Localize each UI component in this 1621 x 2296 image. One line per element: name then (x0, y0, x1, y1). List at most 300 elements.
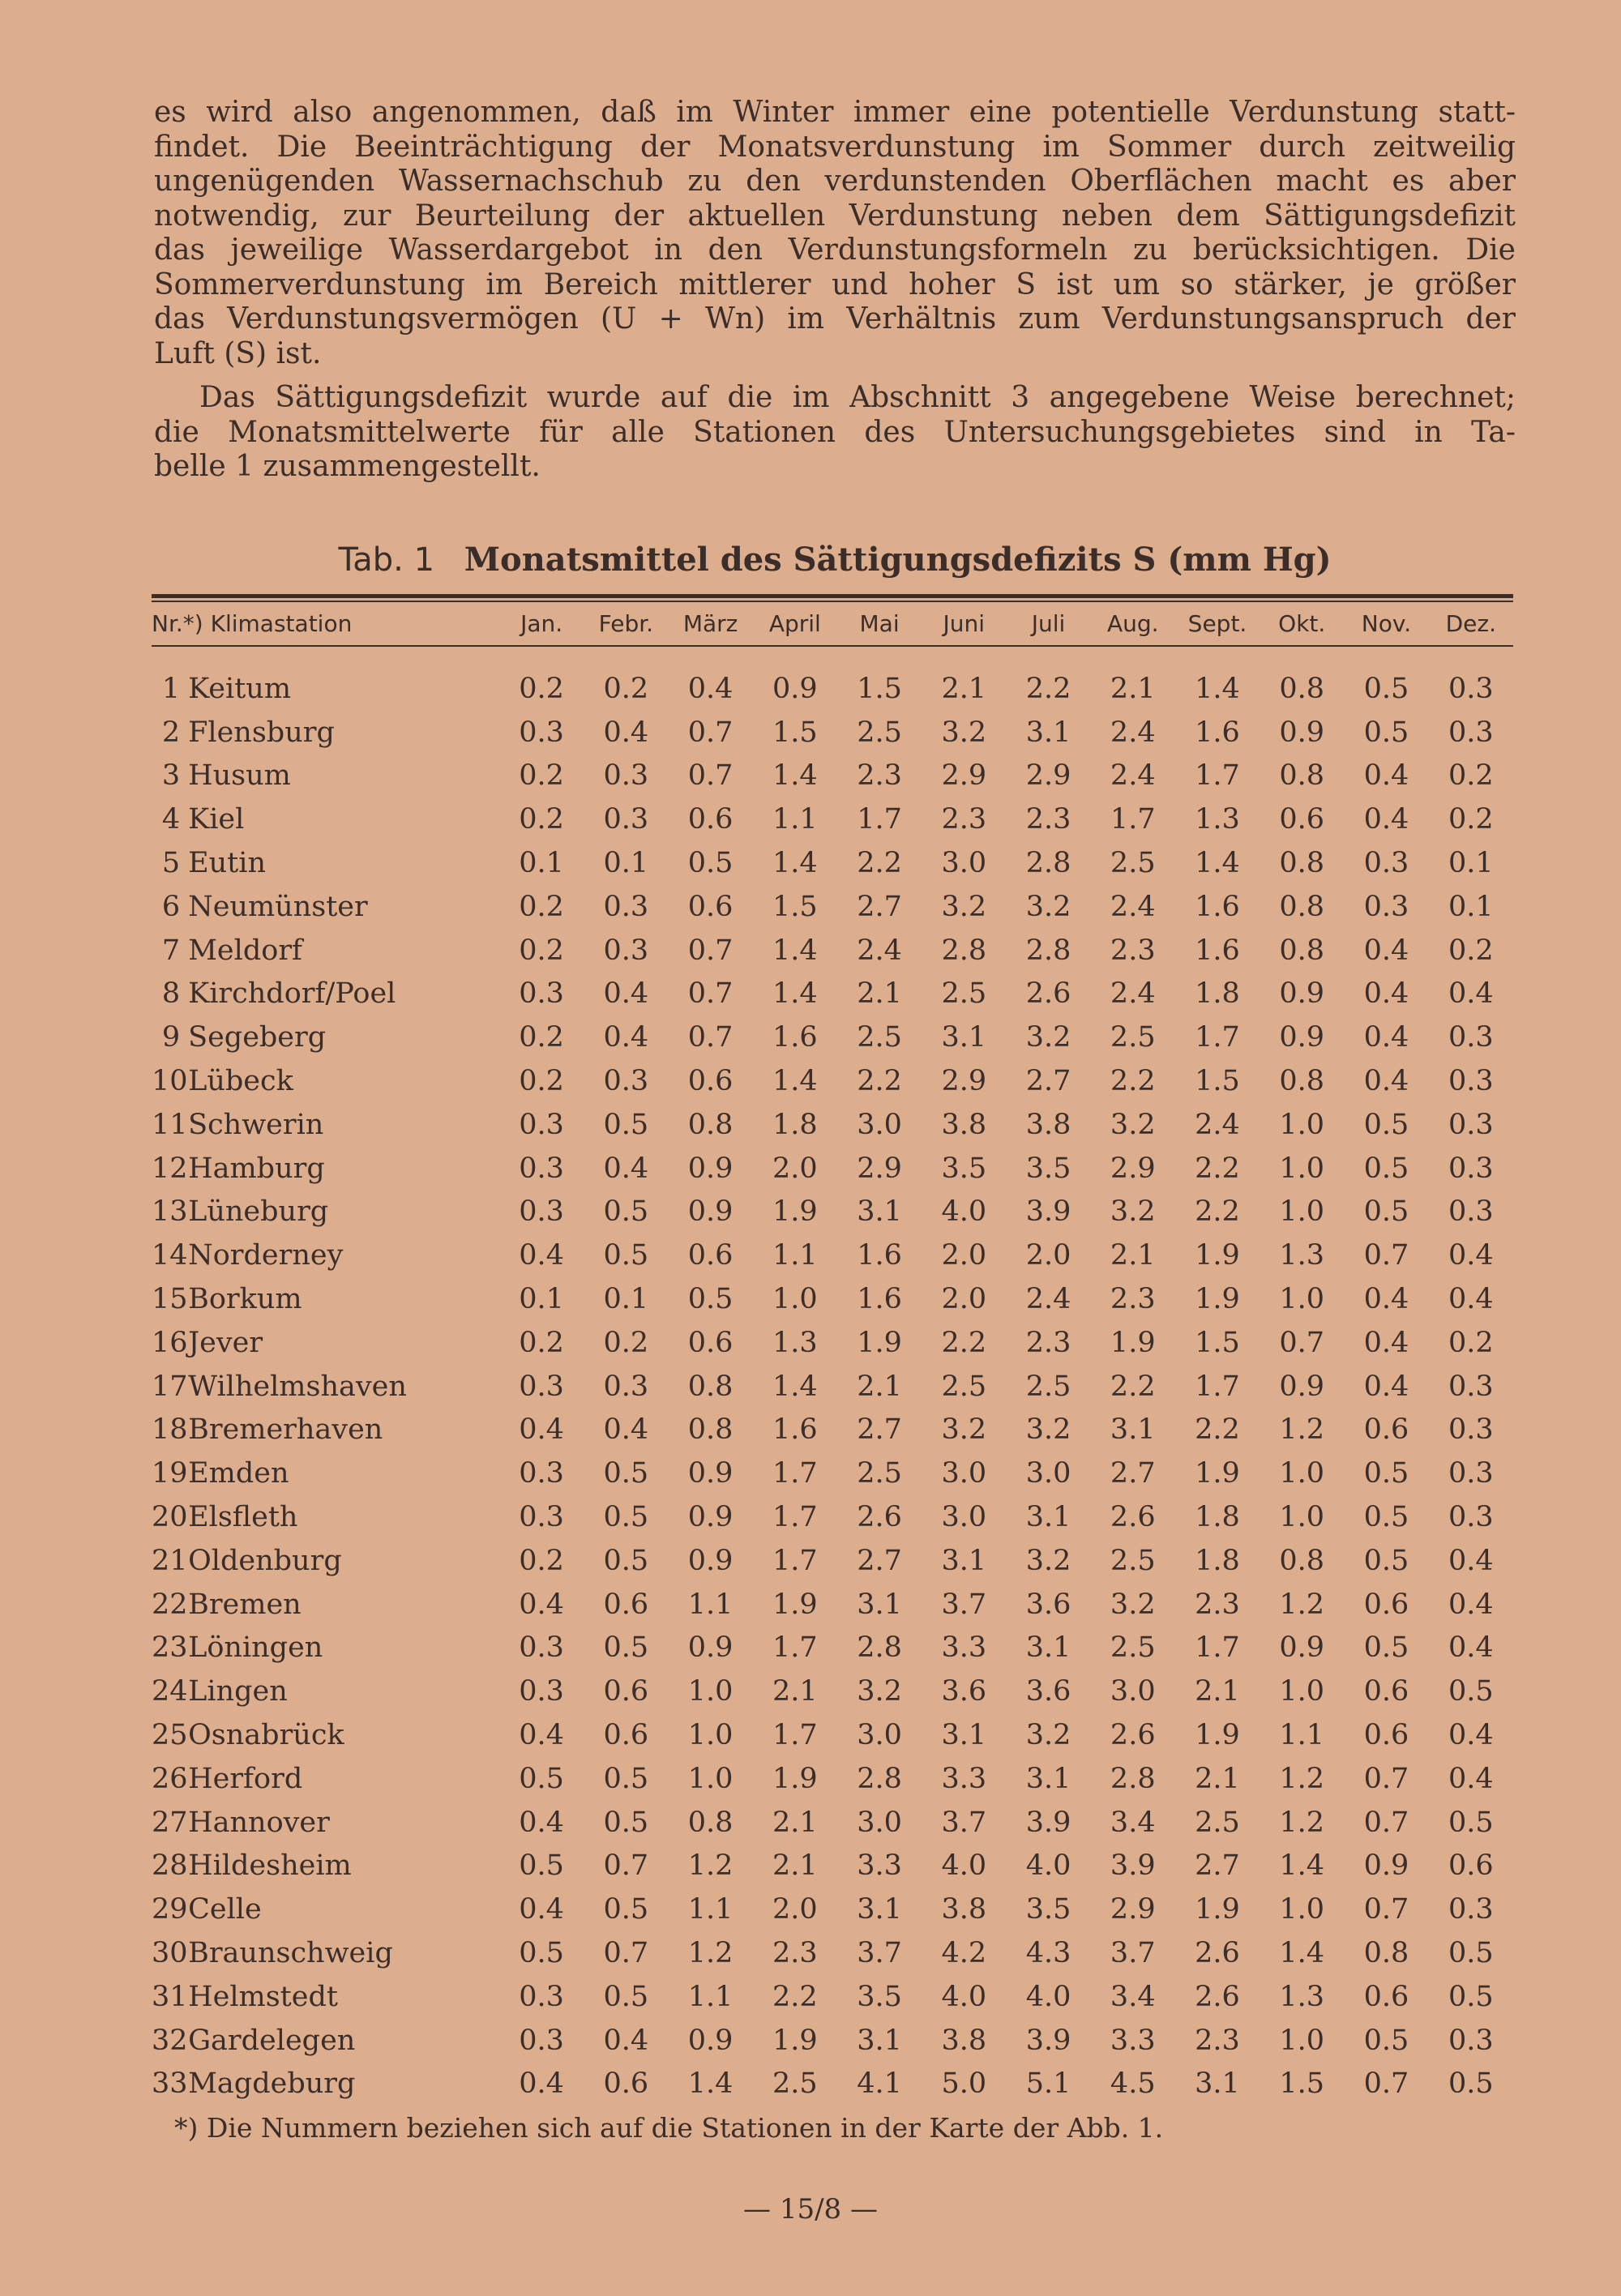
value-cell: 2.4 (1110, 890, 1156, 923)
value-cell: 1.0 (687, 1675, 734, 1708)
table-row (152, 1277, 1513, 1321)
value-cell: 1.6 (1195, 890, 1240, 923)
table-footnote: *) Die Nummern beziehen sich auf die Stationen in der Karte der Abb. 1. (174, 2112, 1164, 2144)
value-cell: 3.0 (941, 1457, 987, 1490)
value-cell: 1.8 (1195, 977, 1240, 1011)
value-cell: 2.1 (941, 672, 987, 705)
value-cell: 0.2 (519, 1065, 564, 1098)
value-cell: 0.4 (687, 672, 734, 705)
header-month: Febr. (598, 609, 654, 637)
value-cell: 0.4 (1448, 977, 1494, 1011)
value-cell: 3.1 (857, 1893, 902, 1926)
value-cell: 1.1 (687, 1980, 734, 2013)
value-cell: 3.3 (941, 1631, 987, 1665)
value-cell: 0.7 (603, 1937, 649, 1969)
value-cell: 0.3 (1363, 890, 1409, 923)
header-month: Juni (943, 609, 986, 637)
station-name: Eutin (188, 847, 266, 880)
station-name: Norderney (188, 1239, 344, 1272)
value-cell: 0.4 (519, 1893, 564, 1926)
value-cell: 0.7 (1363, 1893, 1409, 1926)
station-number: 20 (152, 1501, 188, 1534)
value-cell: 0.8 (1279, 1065, 1325, 1098)
value-cell: 0.9 (1279, 716, 1325, 749)
table-row (152, 1670, 1513, 1713)
station-number: 15 (152, 1283, 188, 1316)
value-cell: 0.9 (1279, 1370, 1325, 1403)
value-cell: 1.6 (857, 1239, 902, 1272)
value-cell: 0.3 (1448, 716, 1494, 749)
value-cell: 3.1 (857, 2024, 902, 2057)
station-number: 28 (152, 1849, 188, 1883)
station-number: 24 (152, 1675, 188, 1708)
value-cell: 2.1 (1195, 1762, 1240, 1795)
value-cell: 4.0 (1025, 1849, 1071, 1883)
text-line: das Verdunstungsvermögen (U + Wn) im Verhältnis zum Verdunstungsanspruch der (154, 302, 1516, 336)
value-cell: 3.5 (857, 1980, 902, 2013)
value-cell: 0.4 (603, 1152, 649, 1185)
value-cell: 3.8 (941, 2024, 987, 2057)
station-number: 33 (152, 2067, 188, 2101)
value-cell: 1.4 (1279, 1849, 1325, 1883)
table-row (152, 2063, 1513, 2106)
value-cell: 0.1 (519, 1283, 564, 1316)
value-cell: 3.1 (941, 1544, 987, 1577)
station-number: 2 (161, 716, 181, 749)
value-cell: 0.3 (1448, 1065, 1494, 1098)
table-row (152, 1888, 1513, 1931)
station-number: 22 (152, 1588, 188, 1621)
value-cell: 0.6 (1363, 1588, 1409, 1621)
value-cell: 0.2 (519, 759, 564, 793)
value-cell: 0.5 (1363, 672, 1409, 705)
value-cell: 0.4 (1448, 1631, 1494, 1665)
value-cell: 0.7 (1279, 1326, 1325, 1359)
value-cell: 0.5 (603, 1457, 649, 1490)
value-cell: 2.3 (1195, 2024, 1240, 2057)
value-cell: 0.3 (519, 2024, 564, 2057)
value-cell: 2.0 (941, 1239, 987, 1272)
table-row (152, 1452, 1513, 1495)
value-cell: 2.2 (941, 1326, 987, 1359)
text-line: findet. Die Beeinträchtigung der Monatsverdunstung im Sommer durch zeitweilig (154, 130, 1516, 164)
table-label: Tab. 1 (338, 541, 435, 579)
value-cell: 0.3 (519, 1108, 564, 1141)
station-number: 32 (152, 2024, 188, 2057)
station-number: 3 (161, 759, 181, 793)
value-cell: 3.1 (857, 1588, 902, 1621)
value-cell: 2.9 (941, 1065, 987, 1098)
value-cell: 2.1 (1110, 1239, 1156, 1272)
value-cell: 1.7 (1110, 803, 1156, 836)
value-cell: 2.7 (857, 1544, 902, 1577)
value-cell: 2.4 (1195, 1108, 1240, 1141)
value-cell: 1.9 (857, 1326, 902, 1359)
value-cell: 2.5 (1195, 1806, 1240, 1839)
value-cell: 3.1 (1025, 1762, 1071, 1795)
value-cell: 0.3 (1448, 1893, 1494, 1926)
value-cell: 1.0 (1279, 1675, 1325, 1708)
station-number: 26 (152, 1762, 188, 1795)
table-row (152, 1103, 1513, 1147)
value-cell: 3.1 (1110, 1413, 1156, 1447)
value-cell: 0.4 (1448, 1762, 1494, 1795)
value-cell: 1.7 (772, 1631, 818, 1665)
value-cell: 1.7 (772, 1719, 818, 1752)
value-cell: 0.1 (519, 847, 564, 880)
value-cell: 0.4 (1448, 1719, 1494, 1752)
value-cell: 2.6 (857, 1501, 902, 1534)
station-number: 6 (161, 890, 181, 923)
station-number: 16 (152, 1326, 188, 1359)
value-cell: 0.4 (519, 1239, 564, 1272)
header-month: Juli (1031, 609, 1066, 637)
value-cell: 2.2 (772, 1980, 818, 2013)
value-cell: 0.4 (1363, 759, 1409, 793)
station-number: 8 (161, 977, 181, 1011)
table-header-rule (152, 645, 1513, 647)
header-month: Sept. (1187, 609, 1247, 637)
table-row (152, 1845, 1513, 1888)
value-cell: 0.8 (687, 1370, 734, 1403)
value-cell: 2.9 (941, 759, 987, 793)
station-name: Jever (188, 1326, 263, 1359)
value-cell: 1.0 (1279, 1108, 1325, 1141)
value-cell: 0.6 (687, 1239, 734, 1272)
station-number: 29 (152, 1893, 188, 1926)
value-cell: 0.3 (603, 1370, 649, 1403)
value-cell: 2.9 (857, 1152, 902, 1185)
value-cell: 3.1 (941, 1719, 987, 1752)
value-cell: 2.7 (857, 890, 902, 923)
value-cell: 0.8 (1279, 847, 1325, 880)
value-cell: 0.5 (687, 847, 734, 880)
value-cell: 0.8 (1279, 934, 1325, 967)
value-cell: 1.6 (1195, 934, 1240, 967)
station-name: Meldorf (188, 934, 302, 967)
value-cell: 2.1 (857, 977, 902, 1011)
table-row (152, 1191, 1513, 1234)
value-cell: 2.5 (857, 1457, 902, 1490)
value-cell: 0.4 (1448, 1544, 1494, 1577)
header-month: Nov. (1361, 609, 1412, 637)
value-cell: 3.9 (1110, 1849, 1156, 1883)
station-name: Emden (188, 1457, 289, 1490)
value-cell: 0.5 (1363, 1152, 1409, 1185)
value-cell: 0.9 (687, 1152, 734, 1185)
station-number: 4 (161, 803, 181, 836)
value-cell: 0.2 (603, 672, 649, 705)
station-number: 30 (152, 1937, 188, 1969)
value-cell: 0.5 (603, 1762, 649, 1795)
value-cell: 3.2 (857, 1675, 902, 1708)
value-cell: 0.5 (1448, 1806, 1494, 1839)
value-cell: 3.3 (857, 1849, 902, 1883)
value-cell: 2.1 (772, 1849, 818, 1883)
value-cell: 1.7 (772, 1501, 818, 1534)
value-cell: 1.7 (1195, 1021, 1240, 1054)
value-cell: 0.4 (603, 1413, 649, 1447)
value-cell: 2.0 (772, 1893, 818, 1926)
value-cell: 0.4 (1363, 803, 1409, 836)
value-cell: 2.6 (1110, 1501, 1156, 1534)
table-row (152, 797, 1513, 841)
station-name: Hamburg (188, 1152, 325, 1185)
value-cell: 0.5 (1363, 1457, 1409, 1490)
value-cell: 0.4 (519, 1413, 564, 1447)
station-number: 17 (152, 1370, 188, 1403)
value-cell: 1.9 (1110, 1326, 1156, 1359)
value-cell: 5.0 (941, 2067, 987, 2101)
value-cell: 2.7 (1025, 1065, 1071, 1098)
value-cell: 1.0 (1279, 2024, 1325, 2057)
value-cell: 1.0 (1279, 1893, 1325, 1926)
value-cell: 2.0 (941, 1283, 987, 1316)
table-row (152, 1801, 1513, 1845)
table-row (152, 1539, 1513, 1583)
value-cell: 1.5 (1195, 1065, 1240, 1098)
value-cell: 2.5 (857, 1021, 902, 1054)
value-cell: 3.2 (1110, 1195, 1156, 1229)
value-cell: 2.6 (1110, 1719, 1156, 1752)
value-cell: 3.6 (941, 1675, 987, 1708)
value-cell: 0.6 (603, 1675, 649, 1708)
value-cell: 0.5 (603, 1893, 649, 1926)
station-number: 10 (152, 1065, 188, 1098)
value-cell: 0.2 (1448, 803, 1494, 836)
value-cell: 0.3 (519, 1980, 564, 2013)
station-number: 12 (152, 1152, 188, 1185)
value-cell: 2.6 (1195, 1937, 1240, 1969)
value-cell: 2.8 (1025, 847, 1071, 880)
value-cell: 0.9 (1279, 1631, 1325, 1665)
table-row (152, 1931, 1513, 1975)
value-cell: 0.3 (519, 1675, 564, 1708)
header-month: Jan. (520, 609, 563, 637)
value-cell: 0.4 (519, 1719, 564, 1752)
value-cell: 0.4 (603, 716, 649, 749)
value-cell: 0.2 (519, 1021, 564, 1054)
value-cell: 0.3 (1448, 1501, 1494, 1534)
station-number: 23 (152, 1631, 188, 1665)
station-name: Braunschweig (188, 1937, 393, 1969)
value-cell: 0.6 (1279, 803, 1325, 836)
value-cell: 0.3 (603, 890, 649, 923)
value-cell: 0.9 (772, 672, 818, 705)
value-cell: 0.6 (603, 1588, 649, 1621)
value-cell: 0.5 (603, 1239, 649, 1272)
value-cell: 0.2 (519, 1544, 564, 1577)
value-cell: 0.5 (1363, 1501, 1409, 1534)
value-cell: 0.3 (603, 1065, 649, 1098)
value-cell: 0.9 (687, 1195, 734, 1229)
header-month: Aug. (1106, 609, 1159, 637)
value-cell: 2.3 (857, 759, 902, 793)
station-number: 7 (161, 934, 181, 967)
value-cell: 0.3 (519, 1152, 564, 1185)
value-cell: 1.5 (857, 672, 902, 705)
value-cell: 0.8 (1279, 672, 1325, 705)
value-cell: 1.9 (1195, 1239, 1240, 1272)
value-cell: 0.3 (603, 759, 649, 793)
value-cell: 3.2 (1110, 1588, 1156, 1621)
value-cell: 0.4 (1363, 1021, 1409, 1054)
value-cell: 0.3 (519, 1501, 564, 1534)
value-cell: 2.8 (857, 1631, 902, 1665)
value-cell: 1.4 (772, 847, 818, 880)
value-cell: 1.5 (772, 716, 818, 749)
table-row (152, 1713, 1513, 1757)
value-cell: 1.9 (772, 1195, 818, 1229)
table-row (152, 1234, 1513, 1277)
value-cell: 1.0 (1279, 1457, 1325, 1490)
table-row (152, 667, 1513, 711)
value-cell: 1.9 (1195, 1719, 1240, 1752)
value-cell: 2.3 (1110, 1283, 1156, 1316)
value-cell: 0.3 (519, 1457, 564, 1490)
value-cell: 1.2 (1279, 1588, 1325, 1621)
station-name: Helmstedt (188, 1980, 338, 2013)
table-row (152, 841, 1513, 885)
value-cell: 0.5 (519, 1937, 564, 1969)
station-name: Borkum (188, 1283, 302, 1316)
value-cell: 0.2 (519, 672, 564, 705)
value-cell: 3.7 (857, 1937, 902, 1969)
table-row (152, 1495, 1513, 1539)
value-cell: 0.2 (519, 934, 564, 967)
table-row (152, 711, 1513, 755)
value-cell: 3.5 (1025, 1893, 1071, 1926)
value-cell: 3.0 (1025, 1457, 1071, 1490)
header-month: Dez. (1445, 609, 1496, 637)
value-cell: 0.6 (1448, 1849, 1494, 1883)
table-row (152, 1015, 1513, 1059)
station-name: Oldenburg (188, 1544, 342, 1577)
value-cell: 1.8 (1195, 1501, 1240, 1534)
value-cell: 1.6 (772, 1413, 818, 1447)
station-name: Magdeburg (188, 2067, 356, 2101)
value-cell: 0.2 (603, 1326, 649, 1359)
station-name: Bremen (188, 1588, 302, 1621)
value-cell: 2.7 (857, 1413, 902, 1447)
value-cell: 0.5 (1448, 2067, 1494, 2101)
value-cell: 0.2 (1448, 934, 1494, 967)
station-name: Flensburg (188, 716, 335, 749)
value-cell: 0.2 (1448, 759, 1494, 793)
value-cell: 3.2 (1025, 890, 1071, 923)
value-cell: 2.2 (1110, 1065, 1156, 1098)
value-cell: 1.7 (857, 803, 902, 836)
value-cell: 2.5 (1110, 1631, 1156, 1665)
value-cell: 3.1 (941, 1021, 987, 1054)
paragraph-1 (154, 96, 1516, 371)
value-cell: 0.8 (687, 1108, 734, 1141)
value-cell: 0.1 (1448, 890, 1494, 923)
value-cell: 0.5 (603, 1806, 649, 1839)
value-cell: 4.1 (857, 2067, 902, 2101)
value-cell: 2.5 (1110, 1544, 1156, 1577)
value-cell: 0.8 (1279, 890, 1325, 923)
value-cell: 2.4 (1110, 716, 1156, 749)
value-cell: 0.6 (1363, 1675, 1409, 1708)
value-cell: 0.3 (1448, 1195, 1494, 1229)
table-body (152, 667, 1513, 2106)
value-cell: 2.1 (772, 1806, 818, 1839)
value-cell: 2.9 (1110, 1893, 1156, 1926)
value-cell: 3.3 (941, 1762, 987, 1795)
value-cell: 1.9 (772, 1762, 818, 1795)
value-cell: 1.0 (1279, 1283, 1325, 1316)
text-line: belle 1 zusammengestellt. (154, 450, 541, 483)
station-name: Löningen (188, 1631, 323, 1665)
value-cell: 1.9 (772, 1588, 818, 1621)
value-cell: 1.3 (1195, 803, 1240, 836)
station-name: Lingen (188, 1675, 288, 1708)
value-cell: 2.6 (1195, 1980, 1240, 2013)
station-name: Schwerin (188, 1108, 324, 1141)
value-cell: 0.7 (687, 759, 734, 793)
value-cell: 1.0 (1279, 1195, 1325, 1229)
station-number: 5 (161, 847, 181, 880)
value-cell: 1.4 (772, 934, 818, 967)
value-cell: 0.3 (519, 1631, 564, 1665)
value-cell: 0.8 (687, 1413, 734, 1447)
value-cell: 0.3 (1448, 1021, 1494, 1054)
value-cell: 0.9 (687, 1631, 734, 1665)
value-cell: 3.5 (1025, 1152, 1071, 1185)
value-cell: 0.6 (687, 890, 734, 923)
header-month: März (682, 609, 738, 637)
paragraph-2 (154, 381, 1516, 485)
value-cell: 0.7 (1363, 1806, 1409, 1839)
header-month: Okt. (1278, 609, 1326, 637)
value-cell: 0.5 (687, 1283, 734, 1316)
station-number: 19 (152, 1457, 188, 1490)
value-cell: 2.5 (1110, 847, 1156, 880)
value-cell: 0.4 (1363, 977, 1409, 1011)
value-cell: 3.1 (1195, 2067, 1240, 2101)
value-cell: 3.1 (1025, 1631, 1071, 1665)
station-name: Neumünster (188, 890, 368, 923)
value-cell: 2.2 (1195, 1413, 1240, 1447)
station-number: 14 (152, 1239, 188, 1272)
value-cell: 3.7 (941, 1806, 987, 1839)
value-cell: 0.7 (687, 716, 734, 749)
table-header-row (152, 605, 1513, 642)
table-row (152, 1059, 1513, 1103)
value-cell: 0.4 (519, 1806, 564, 1839)
table-row (152, 1365, 1513, 1409)
value-cell: 3.0 (857, 1806, 902, 1839)
value-cell: 0.5 (1363, 1631, 1409, 1665)
station-name: Segeberg (188, 1021, 327, 1054)
value-cell: 3.8 (941, 1893, 987, 1926)
station-name: Wilhelmshaven (188, 1370, 407, 1403)
value-cell: 2.2 (857, 1065, 902, 1098)
value-cell: 1.9 (1195, 1283, 1240, 1316)
station-number: 1 (161, 672, 181, 705)
value-cell: 2.5 (941, 1370, 987, 1403)
value-cell: 2.8 (1110, 1762, 1156, 1795)
value-cell: 1.4 (772, 759, 818, 793)
value-cell: 0.1 (603, 847, 649, 880)
value-cell: 2.8 (857, 1762, 902, 1795)
table-top-rule (152, 594, 1513, 598)
value-cell: 3.6 (1025, 1588, 1071, 1621)
value-cell: 1.0 (1279, 1152, 1325, 1185)
value-cell: 4.0 (1025, 1980, 1071, 2013)
value-cell: 1.7 (1195, 1370, 1240, 1403)
